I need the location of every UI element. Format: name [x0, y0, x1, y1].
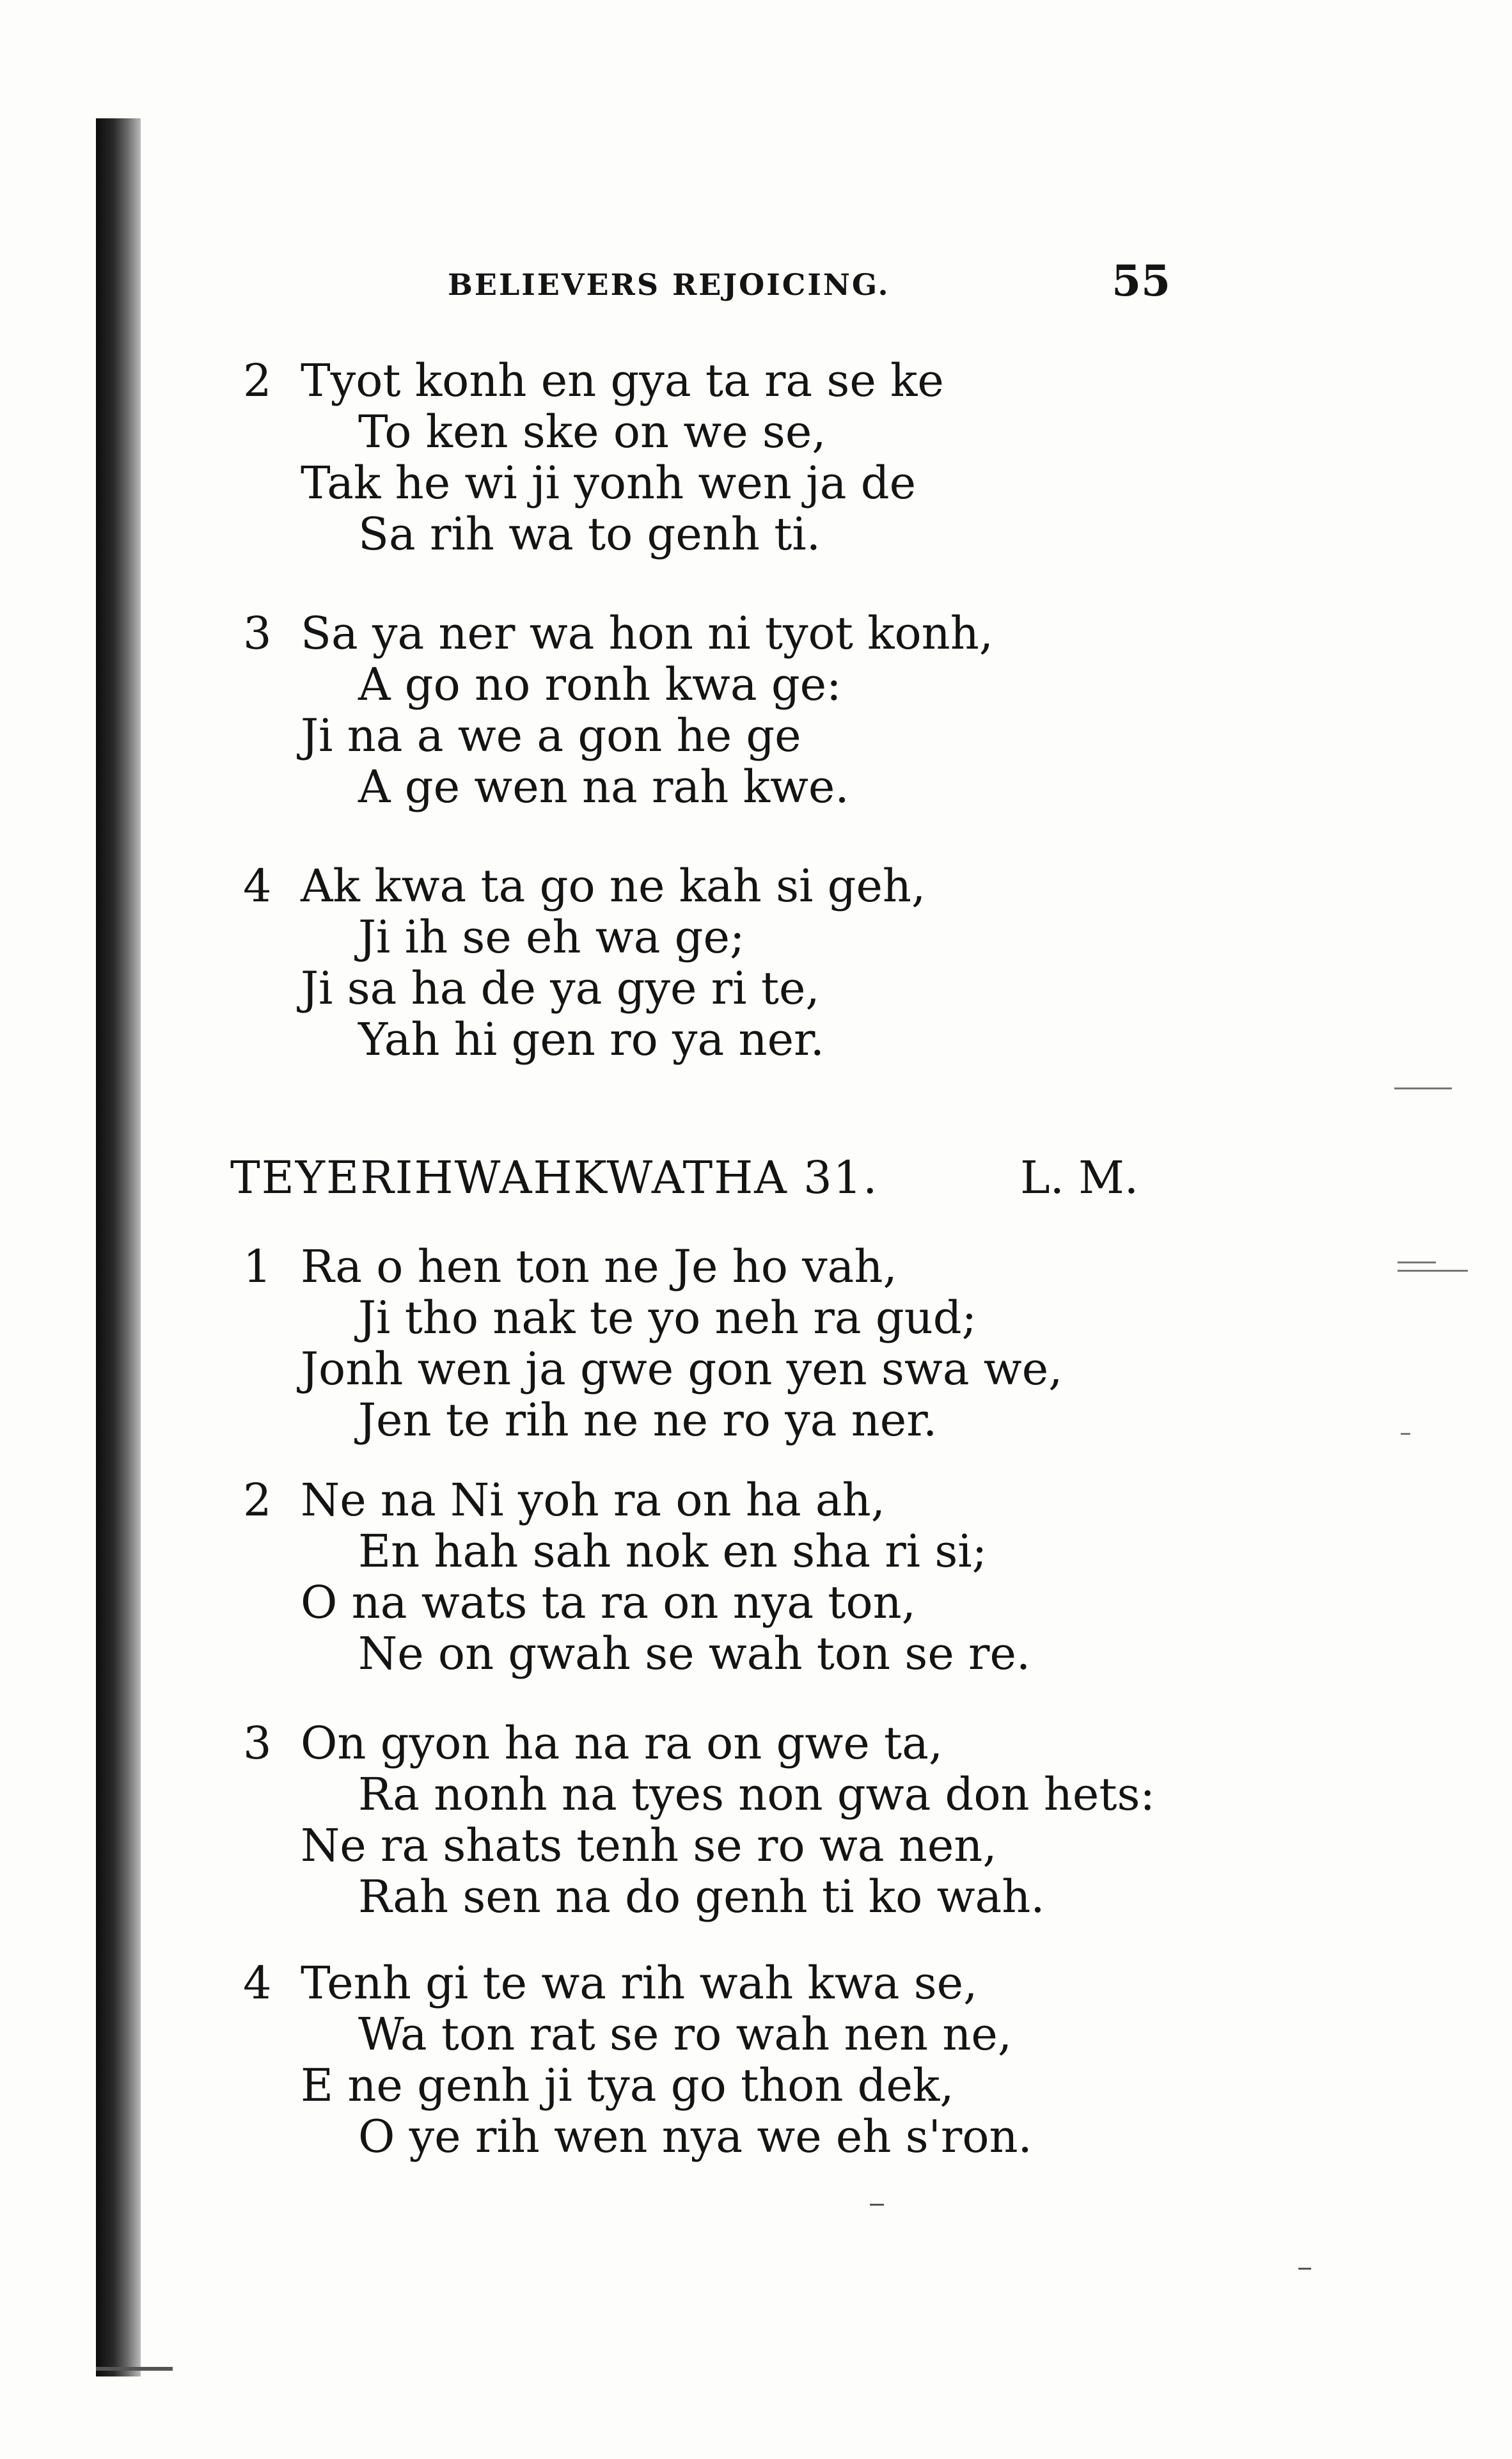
verse-number: 4 — [243, 860, 272, 912]
hymn-title: TEYERIHWAHKWATHA 31. — [230, 1151, 879, 1204]
book-binding-gutter — [96, 118, 141, 2376]
print-speck — [870, 2204, 884, 2206]
verse-number: 2 — [243, 354, 272, 407]
verse-number: 2 — [243, 1474, 272, 1526]
print-speck — [1298, 2268, 1311, 2270]
binding-edge — [96, 2367, 173, 2371]
verse-number: 3 — [243, 607, 272, 660]
running-title: BELIEVERS REJOICING. — [448, 267, 890, 302]
hymn-meter: L. M. — [1020, 1151, 1138, 1204]
hymn-heading — [230, 1151, 1138, 1209]
verse-number: 4 — [243, 1957, 272, 2009]
right-margin-marks — [1391, 90, 1468, 2329]
verse-number: 3 — [243, 1717, 272, 1769]
page-number: 55 — [1112, 256, 1170, 306]
verse-number: 1 — [243, 1240, 272, 1293]
page-header — [448, 256, 1170, 313]
